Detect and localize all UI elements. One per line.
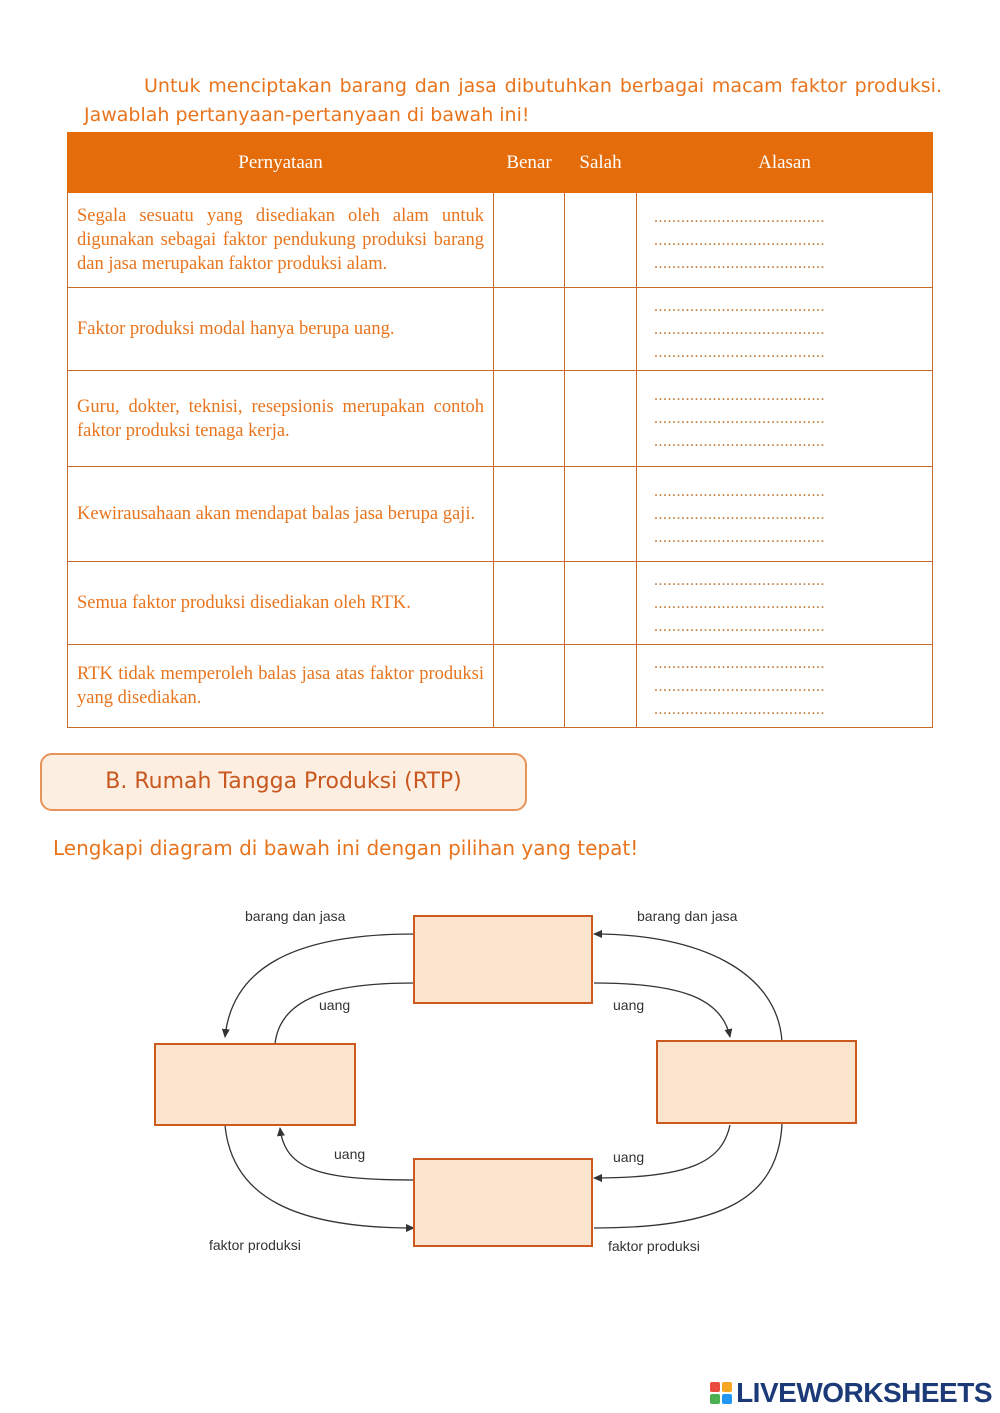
table-row [68, 371, 933, 467]
label-barang-jasa-right: barang dan jasa [637, 908, 738, 924]
salah-cell[interactable] [565, 371, 637, 467]
logo-text: LIVEWORKSHEETS [736, 1377, 992, 1408]
intro-text [84, 72, 942, 130]
diagram-box-left[interactable] [154, 1043, 356, 1126]
table-row [68, 193, 933, 288]
answer-line: ...................................... [654, 700, 825, 718]
alasan-cell[interactable] [637, 193, 933, 288]
header-salah: Salah [565, 133, 637, 193]
table-row [68, 645, 933, 728]
arrow-bottom-right-outer [594, 1124, 782, 1228]
arrow-bottom-left-outer [225, 1125, 414, 1228]
diagram-box-top[interactable] [413, 915, 593, 1004]
answer-line: ...................................... [654, 528, 825, 546]
benar-cell[interactable] [494, 288, 565, 371]
answer-line: ...................................... [654, 617, 825, 635]
instruction-text: Lengkapi diagram di bawah ini dengan pilihan yang tepat! [53, 836, 639, 860]
statement-text: Kewirausahaan akan mendapat balas jasa berupa gaji. [68, 467, 494, 562]
label-barang-jasa-left: barang dan jasa [245, 908, 346, 924]
statement-text: Semua faktor produksi disediakan oleh RTK. [68, 562, 494, 645]
answer-line: ...................................... [654, 594, 825, 612]
answer-line: ...................................... [654, 343, 825, 361]
intro-line-2: Jawablah pertanyaan-pertanyaan di bawah ini! [84, 104, 530, 126]
alasan-cell[interactable] [637, 467, 933, 562]
header-alasan: Alasan [637, 133, 933, 193]
answer-line: ...................................... [654, 387, 825, 404]
table-row [68, 288, 933, 371]
salah-cell[interactable] [565, 562, 637, 645]
label-faktor-produksi-right: faktor produksi [608, 1238, 700, 1254]
answer-line: ...................................... [654, 482, 825, 500]
arrow-top-right-outer [594, 934, 782, 1042]
alasan-cell[interactable] [637, 288, 933, 371]
label-uang-top-right: uang [613, 997, 645, 1013]
answer-line: ...................................... [654, 254, 825, 272]
header-benar: Benar [494, 133, 565, 193]
label-uang-bottom-left: uang [334, 1146, 366, 1162]
benar-cell[interactable] [494, 467, 565, 562]
table-row [68, 562, 933, 645]
diagram-box-bottom[interactable] [413, 1158, 593, 1247]
arrow-top-left-outer [225, 934, 414, 1037]
section-title: B. Rumah Tangga Produksi (RTP) [105, 769, 462, 794]
statement-text: Segala sesuatu yang disediakan oleh alam untuk digunakan sebagai faktor pendukung produksi barang dan jasa merupakan faktor produksi alam. [68, 193, 494, 288]
answer-line: ...................................... [654, 505, 825, 523]
section-header [40, 753, 527, 811]
label-faktor-produksi-left: faktor produksi [209, 1237, 301, 1253]
label-uang-bottom-right: uang [613, 1149, 645, 1165]
statement-text: Guru, dokter, teknisi, resepsionis merupakan contoh faktor produksi tenaga kerja. [68, 371, 494, 467]
salah-cell[interactable] [565, 645, 637, 728]
answer-line: ...................................... [654, 320, 825, 338]
salah-cell[interactable] [565, 288, 637, 371]
logo-icon [710, 1382, 732, 1404]
answer-line: ...................................... [654, 208, 825, 226]
arrow-top-left-inner [275, 983, 414, 1044]
benar-cell[interactable] [494, 193, 565, 288]
statement-text: RTK tidak memperoleh balas jasa atas faktor produksi yang disediakan. [68, 645, 494, 728]
answer-line: ...................................... [654, 677, 825, 695]
statement-table [67, 132, 933, 728]
answer-line: ...................................... [654, 654, 825, 672]
label-uang-top-left: uang [319, 997, 351, 1013]
alasan-cell[interactable] [637, 562, 933, 645]
intro-line-1: Untuk menciptakan barang dan jasa dibutuhkan berbagai macam faktor produksi. [144, 75, 942, 97]
answer-line: ...................................... [654, 433, 825, 450]
answer-line: ...................................... [654, 571, 825, 589]
benar-cell[interactable] [494, 371, 565, 467]
diagram-box-right[interactable] [656, 1040, 857, 1124]
answer-line: ...................................... [654, 297, 825, 315]
salah-cell[interactable] [565, 467, 637, 562]
benar-cell[interactable] [494, 645, 565, 728]
table-row [68, 467, 933, 562]
liveworksheets-logo [710, 1375, 992, 1411]
salah-cell[interactable] [565, 193, 637, 288]
alasan-cell[interactable] [637, 371, 933, 467]
header-pernyataan: Pernyataan [68, 133, 494, 193]
statement-text: Faktor produksi modal hanya berupa uang. [68, 288, 494, 371]
benar-cell[interactable] [494, 562, 565, 645]
table-header-row [68, 133, 933, 193]
answer-line: ...................................... [654, 231, 825, 249]
answer-line: ...................................... [654, 410, 825, 427]
alasan-cell[interactable] [637, 645, 933, 728]
